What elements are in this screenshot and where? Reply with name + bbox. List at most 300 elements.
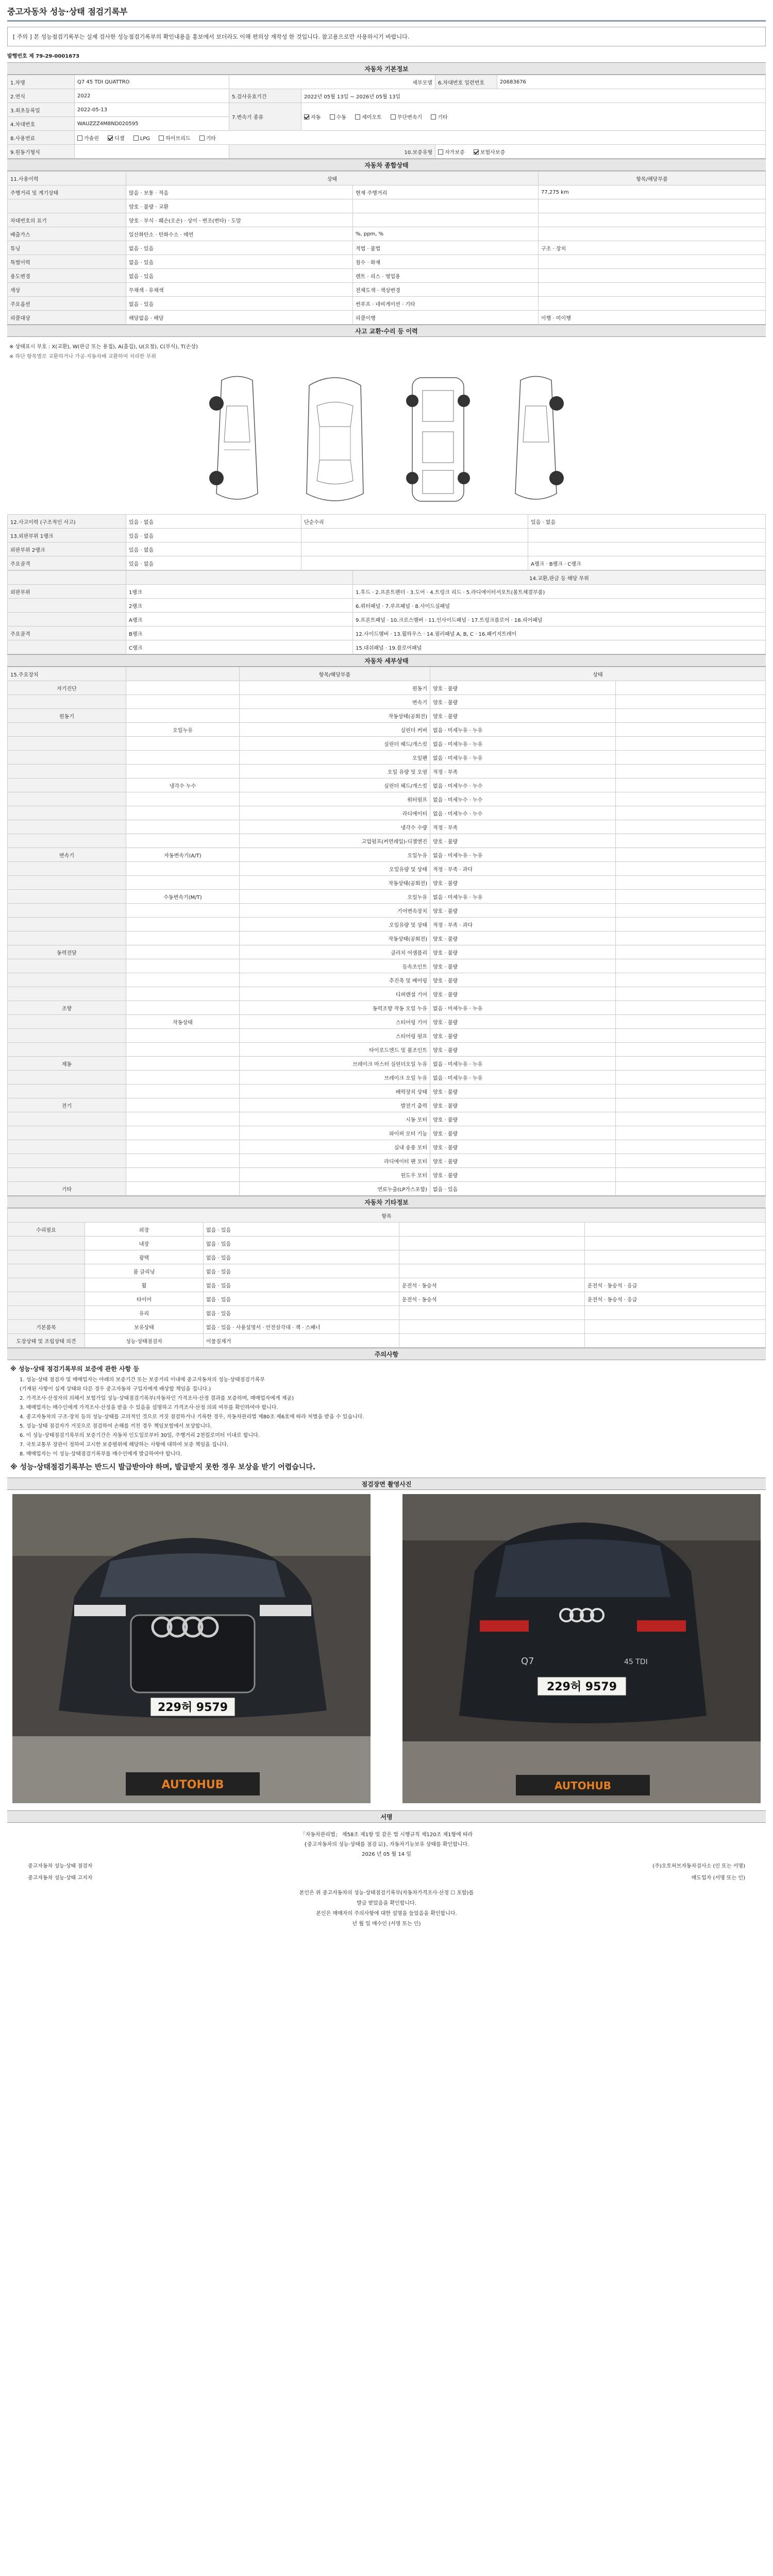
front-banner: AUTOHUB bbox=[161, 1778, 224, 1791]
detail-item: 디퍼렌셜 기어 bbox=[240, 987, 430, 1001]
status-options[interactable]: 없음 · 미세누수 · 누수 bbox=[430, 806, 616, 820]
document-number-label: 발행번호 bbox=[7, 54, 27, 59]
accident-value-2[interactable] bbox=[528, 543, 766, 556]
checkbox-icon bbox=[108, 135, 113, 141]
detail-subgroup bbox=[126, 681, 240, 695]
detail-item: 추진축 및 베어링 bbox=[240, 973, 430, 987]
detail-row bbox=[8, 1029, 766, 1043]
detail-subgroup: 자동변속기(A/T) bbox=[126, 848, 240, 862]
other-header-row bbox=[8, 1209, 766, 1223]
detail-item: 오일유량 및 상태 bbox=[240, 862, 430, 876]
summary-value bbox=[539, 227, 766, 241]
other-extra-1[interactable] bbox=[399, 1223, 585, 1236]
detail-subgroup bbox=[126, 1043, 240, 1057]
detail-subgroup bbox=[126, 931, 240, 945]
summary-extra: 적법 · 불법 bbox=[353, 241, 539, 255]
other-group bbox=[8, 1264, 85, 1278]
other-extra-1[interactable]: 운전석 · 동승석 bbox=[399, 1278, 585, 1292]
detail-group bbox=[8, 792, 126, 806]
detail-item: 타이로드엔드 및 볼조인트 bbox=[240, 1043, 430, 1057]
status-options[interactable]: 없음 · 있음 bbox=[204, 1306, 399, 1320]
summary-value bbox=[539, 297, 766, 311]
status-options[interactable]: 없음 · 있음 bbox=[204, 1264, 399, 1278]
buyer-signature-line: 년 월 일 매수인 (서명 또는 인) bbox=[352, 1921, 421, 1927]
summary-item-label bbox=[8, 199, 126, 213]
summary-item-label: 리콜대상 bbox=[8, 311, 126, 325]
status-options[interactable]: 무채색 · 유채색 bbox=[126, 283, 353, 297]
detail-subgroup bbox=[126, 973, 240, 987]
detail-item: 실내 송풍 모터 bbox=[240, 1140, 430, 1154]
buyer-confirm-3: 본인은 매매자의 주의사항에 대한 설명을 들었음을 확인합니다. bbox=[316, 1910, 457, 1917]
other-group bbox=[8, 1250, 85, 1264]
summary-header-row bbox=[8, 172, 766, 185]
accident-row bbox=[8, 529, 766, 543]
detail-group bbox=[8, 1029, 126, 1043]
sub-model-label: 세부모델 bbox=[229, 75, 435, 89]
accident-legend-note: ※ 하단 항목별로 교환하거나 가공·자동차배 교환하여 처리한 부위 bbox=[9, 354, 156, 360]
section-detail: 자동차 세부상태 bbox=[7, 654, 766, 667]
vin-label: 4.차대번호 bbox=[8, 117, 75, 131]
detail-row bbox=[8, 806, 766, 820]
detail-item: 원동기 bbox=[240, 681, 430, 695]
detail-group bbox=[8, 862, 126, 876]
serial-value: 20683676 bbox=[497, 75, 766, 89]
summary-header: 항목/해당부품 bbox=[539, 172, 766, 185]
fuel-option[interactable]: 하이브리드 bbox=[159, 134, 190, 142]
basic-row bbox=[8, 89, 766, 103]
status-options[interactable]: 양호 · 불량 bbox=[430, 1043, 616, 1057]
parts-row bbox=[8, 599, 766, 613]
status-options[interactable]: 양호 · 불량 bbox=[430, 1140, 616, 1154]
status-options[interactable]: 없음 · 미세누유 · 누유 bbox=[430, 751, 616, 765]
transmission-option[interactable]: 기타 bbox=[431, 113, 447, 121]
other-header: 항목 bbox=[8, 1209, 766, 1223]
status-options[interactable]: 없음 · 있음 bbox=[204, 1278, 399, 1292]
status-options[interactable]: 있음 · 없음 bbox=[126, 543, 301, 556]
status-options[interactable]: 없음 · 있음 bbox=[204, 1223, 399, 1236]
basic-row bbox=[8, 103, 766, 117]
document-number-value: 제 79-29-0001673 bbox=[29, 54, 80, 59]
detail-subgroup: 작동상태 bbox=[126, 1015, 240, 1029]
detail-item: 브레이크 오일 누유 bbox=[240, 1071, 430, 1084]
detail-row bbox=[8, 1168, 766, 1182]
detail-subgroup bbox=[126, 1084, 240, 1098]
summary-item-label: 주요옵션 bbox=[8, 297, 126, 311]
signature-block bbox=[7, 1823, 766, 1859]
transmission-option[interactable]: 자동 bbox=[304, 113, 321, 121]
status-options[interactable]: 없음 · 있음 bbox=[204, 1250, 399, 1264]
other-group: 도장상태 및 조립상태 의견 bbox=[8, 1334, 85, 1348]
status-options[interactable]: 양호 · 불량 bbox=[430, 973, 616, 987]
detail-row bbox=[8, 834, 766, 848]
detail-item: 오일누유 bbox=[240, 890, 430, 904]
summary-extra: 전체도색 · 색상변경 bbox=[353, 283, 539, 297]
detail-subgroup: 수동변속기(M/T) bbox=[126, 890, 240, 904]
detail-item: 라디에이터 팬 모터 bbox=[240, 1154, 430, 1168]
status-options[interactable]: 양호 · 부식 · 훼손(오손) · 상이 · 변조(변타) · 도말 bbox=[126, 213, 353, 227]
status-options[interactable]: 없음 · 미세누유 · 누유 bbox=[430, 723, 616, 737]
status-options[interactable]: 양호 · 불량 bbox=[430, 1126, 616, 1140]
summary-row bbox=[8, 297, 766, 311]
detail-row bbox=[8, 1071, 766, 1084]
detail-subgroup bbox=[126, 987, 240, 1001]
detail-subgroup bbox=[126, 1126, 240, 1140]
status-options[interactable]: 해당없음 · 해당 bbox=[126, 311, 353, 325]
status-options[interactable]: 적정 · 부족 bbox=[430, 820, 616, 834]
summary-value bbox=[539, 199, 766, 213]
accident-label-2 bbox=[301, 529, 528, 543]
detail-header: 항목/해당부품 bbox=[240, 667, 430, 681]
cautions-final: ※ 성능·상태점검기록부는 반드시 발급받아야 하며, 발급받지 못한 경우 보상을 받기 어렵습니다. bbox=[10, 1463, 316, 1472]
accident-label-2: 단순수리 bbox=[301, 515, 528, 529]
caution-item: 4. 중고자동차의 구조·장치 등의 성능·상태를 고의적인 것으로 거짓 점검하거나 기록한 경우, 자동차관리법 제80조 제6호에 따라 처벌을 받을 수 있습니다. bbox=[20, 1414, 364, 1420]
status-options[interactable]: 없음 · 있음 bbox=[204, 1236, 399, 1250]
fuel-option[interactable]: 디젤 bbox=[108, 134, 124, 142]
status-options[interactable]: 양호 · 불량 bbox=[430, 931, 616, 945]
other-group: 수리필요 bbox=[8, 1223, 85, 1236]
status-options[interactable]: 양호 · 불량 bbox=[430, 1112, 616, 1126]
other-item: 유리 bbox=[85, 1306, 204, 1320]
checkbox-icon bbox=[431, 114, 436, 120]
other-extra-2[interactable] bbox=[585, 1334, 766, 1348]
status-options[interactable]: 없음 · 미세누유 · 누유 bbox=[430, 1057, 616, 1071]
other-item: 타이어 bbox=[85, 1292, 204, 1306]
summary-value bbox=[539, 269, 766, 283]
other-extra-1[interactable]: 운전석 · 동승석 bbox=[399, 1292, 585, 1306]
detail-group bbox=[8, 1084, 126, 1098]
detail-item: 실린더 헤드/개스킷 bbox=[240, 778, 430, 792]
checkbox-icon bbox=[304, 114, 309, 120]
detail-subgroup bbox=[126, 820, 240, 834]
checkbox-icon bbox=[133, 135, 139, 141]
detail-group: 조향 bbox=[8, 1001, 126, 1015]
detail-group bbox=[8, 834, 126, 848]
status-options[interactable]: 양호 · 불량 bbox=[430, 959, 616, 973]
status-options[interactable]: 없음 · 미세누수 · 누수 bbox=[430, 778, 616, 792]
detail-subgroup bbox=[126, 959, 240, 973]
detail-subgroup bbox=[126, 1071, 240, 1084]
first-reg-label: 3.최초등록일 bbox=[8, 103, 75, 117]
status-options[interactable]: 있음 · 없음 bbox=[126, 515, 301, 529]
status-options[interactable]: 양호 · 불량 bbox=[430, 876, 616, 890]
detail-row bbox=[8, 1126, 766, 1140]
other-extra-2[interactable] bbox=[585, 1223, 766, 1236]
detail-subgroup bbox=[126, 1057, 240, 1071]
accident-label: 주요골격 bbox=[8, 556, 126, 570]
caution-item: 3. 매매업자는 매수인에게 가격조사·산정을 받을 수 있음을 설명하고 가격조사·산정 의뢰 여부를 확인하여야 합니다. bbox=[20, 1405, 278, 1411]
detail-subgroup bbox=[126, 737, 240, 751]
caution-item: 1. 성능·상태 점검자 및 매매업자는 아래의 보증기간 또는 보증거리 이내에 중고자동차의 성능·상태점검기록부 bbox=[20, 1377, 265, 1383]
first-reg-value: 2022-05-13 bbox=[75, 103, 229, 117]
detail-group bbox=[8, 1126, 126, 1140]
accident-value-2[interactable]: 있음 · 없음 bbox=[528, 515, 766, 529]
other-extra-2[interactable] bbox=[585, 1320, 766, 1334]
status-options[interactable]: 없음 · 미세누유 · 누유 bbox=[430, 1071, 616, 1084]
status-options[interactable]: 양호 · 불량 bbox=[430, 1098, 616, 1112]
section-basic-info: 자동차 기본정보 bbox=[7, 62, 766, 75]
accident-label-2 bbox=[301, 543, 528, 556]
status-options[interactable]: 없음 · 미세누유 · 누유 bbox=[430, 1001, 616, 1015]
status-options[interactable]: 일산화탄소 · 탄화수소 · 매연 bbox=[126, 227, 353, 241]
parts-items[interactable]: 12.사이드멤버 · 13.휠하우스 · 14.필러패널 A, B, C · 16.패키지트레이 bbox=[353, 626, 766, 640]
detail-group bbox=[8, 890, 126, 904]
transmission-option[interactable]: 수동 bbox=[330, 113, 346, 121]
other-extra-1[interactable] bbox=[399, 1320, 585, 1334]
summary-item-label: 주행거리 및 계기상태 bbox=[8, 185, 126, 199]
parts-rank: B랭크 bbox=[126, 626, 353, 640]
other-extra-1[interactable] bbox=[399, 1306, 585, 1320]
accident-value-2[interactable]: A랭크 · B랭크 · C랭크 bbox=[528, 556, 766, 570]
other-item: 휠 bbox=[85, 1278, 204, 1292]
summary-item-label: 차대번호의 표기 bbox=[8, 213, 126, 227]
accident-value-2[interactable] bbox=[528, 529, 766, 543]
detail-subgroup bbox=[126, 918, 240, 931]
summary-table bbox=[7, 171, 766, 325]
other-item: 내장 bbox=[85, 1236, 204, 1250]
status-options[interactable]: 양호 · 불량 bbox=[430, 1168, 616, 1182]
checkbox-icon bbox=[77, 135, 82, 141]
detail-row bbox=[8, 918, 766, 931]
summary-header: 상태 bbox=[126, 172, 539, 185]
notice-box: [ 주의 ] 본 성능점검기록부는 실제 검사한 성능점검기록부의 확인내용을 홍보에서 보더라도 이해 편의상 재작성 한 것입니다. 참고용으로만 사용하시기 바랍니다. bbox=[7, 27, 766, 46]
transmission-option[interactable]: 세미오토 bbox=[355, 113, 382, 121]
inspector-value: (주)오토허브자동차검사소 (인 또는 서명) bbox=[652, 1863, 745, 1869]
car-left-side-icon bbox=[201, 370, 273, 509]
parts-group-label bbox=[8, 613, 126, 626]
status-options[interactable]: 양호 · 불량 bbox=[430, 1084, 616, 1098]
other-extra-2[interactable] bbox=[585, 1250, 766, 1264]
status-options[interactable]: 양호 · 불량 · 교환 bbox=[126, 199, 353, 213]
basic-row bbox=[8, 75, 766, 89]
detail-subgroup bbox=[126, 876, 240, 890]
status-options[interactable]: 없음 · 있음 bbox=[126, 269, 353, 283]
status-options[interactable]: 없음 · 미세누유 · 누유 bbox=[430, 737, 616, 751]
summary-row bbox=[8, 227, 766, 241]
car-diagram bbox=[7, 365, 766, 514]
detail-row bbox=[8, 1084, 766, 1098]
status-options[interactable]: 양호 · 불량 bbox=[430, 1029, 616, 1043]
accident-row bbox=[8, 556, 766, 570]
checkbox-icon bbox=[391, 114, 396, 120]
other-extra-2[interactable]: 운전석 · 동승석 · 응급 bbox=[585, 1292, 766, 1306]
detail-subgroup bbox=[126, 834, 240, 848]
other-row bbox=[8, 1278, 766, 1292]
detail-group bbox=[8, 695, 126, 709]
detail-row bbox=[8, 1057, 766, 1071]
status-options[interactable]: 양호 · 불량 bbox=[430, 1015, 616, 1029]
parts-group-label bbox=[8, 599, 126, 613]
status-options[interactable]: 양호 · 불량 bbox=[430, 695, 616, 709]
fuel-options bbox=[75, 131, 766, 145]
detail-subgroup bbox=[126, 765, 240, 778]
summary-row bbox=[8, 185, 766, 199]
summary-row bbox=[8, 199, 766, 213]
parts-items[interactable]: 1.후드 · 2.프론트펜더 · 3.도어 · 4.트렁크 리드 · 5.라디에이터서포트(볼트체결부품) bbox=[353, 585, 766, 599]
status-options[interactable]: 양호 · 불량 bbox=[430, 945, 616, 959]
inspector-label: 중고자동차 성능·상태 점검자 bbox=[28, 1863, 93, 1869]
other-row bbox=[8, 1264, 766, 1278]
detail-row bbox=[8, 987, 766, 1001]
other-extra-2[interactable]: 운전석 · 동승석 · 응급 bbox=[585, 1278, 766, 1292]
other-extra-1[interactable] bbox=[399, 1236, 585, 1250]
fuel-option[interactable]: LPG bbox=[133, 135, 150, 142]
detail-group: 기타 bbox=[8, 1182, 126, 1196]
status-options[interactable]: 양호 · 불량 bbox=[430, 834, 616, 848]
other-group bbox=[8, 1306, 85, 1320]
other-group bbox=[8, 1292, 85, 1306]
checkbox-icon bbox=[159, 135, 164, 141]
status-options[interactable]: 양호 · 불량 bbox=[430, 709, 616, 723]
status-options[interactable]: 없음 · 있음 · 사용설명서 · 안전삼각대 · 잭 · 스패너 bbox=[204, 1320, 399, 1334]
summary-extra: 리콜이행 bbox=[353, 311, 539, 325]
other-item: 보유상태 bbox=[85, 1320, 204, 1334]
issuer-row bbox=[7, 1871, 766, 1883]
cautions-box bbox=[7, 1360, 766, 1478]
status-options[interactable]: 없음 · 미세누유 · 누유 bbox=[430, 848, 616, 862]
status-options[interactable]: 없음 · 미세누유 · 누유 bbox=[430, 890, 616, 904]
other-extra-1[interactable] bbox=[399, 1264, 585, 1278]
transmission-option[interactable]: 무단변속기 bbox=[391, 113, 422, 121]
summary-value: 구조 · 장치 bbox=[539, 241, 766, 255]
detail-row bbox=[8, 890, 766, 904]
status-options[interactable]: 없음 · 있음 bbox=[126, 255, 353, 269]
detail-item: 작동상태(공회전) bbox=[240, 876, 430, 890]
validity-value: 2022년 05월 13일 ~ 2026년 05월 13일 bbox=[301, 89, 766, 103]
detail-body bbox=[8, 681, 766, 1196]
detail-group: 전기 bbox=[8, 1098, 126, 1112]
status-options[interactable]: 적정 · 부족 bbox=[430, 765, 616, 778]
detail-group bbox=[8, 723, 126, 737]
detail-row bbox=[8, 765, 766, 778]
signature-text-1: 「자동차관리법」 제58조 제1항 및 같은 법 시행규칙 제120조 제1항에 따라 bbox=[300, 1832, 473, 1838]
issuer-label: 중고자동차 성능·상태 고지자 bbox=[28, 1875, 93, 1881]
detail-group bbox=[8, 1015, 126, 1029]
detail-subgroup bbox=[126, 751, 240, 765]
fuel-label: 8.사용연료 bbox=[8, 131, 75, 145]
parts-group-label: 주요골격 bbox=[8, 626, 126, 640]
cautions-list bbox=[10, 1376, 763, 1459]
accident-label: 외판부위 2랭크 bbox=[8, 543, 126, 556]
summary-value: 77,275 km bbox=[539, 185, 766, 199]
summary-item-label: 특별이력 bbox=[8, 255, 126, 269]
warranty-option[interactable]: 자가보증 bbox=[438, 148, 465, 156]
fuel-option[interactable]: 기타 bbox=[199, 134, 216, 142]
other-extra-2[interactable] bbox=[585, 1236, 766, 1250]
detail-row bbox=[8, 973, 766, 987]
status-options[interactable]: 있음 · 없음 bbox=[126, 556, 301, 570]
other-extra-2[interactable] bbox=[585, 1306, 766, 1320]
buyer-confirm-2: 발급 받았음을 확인합니다. bbox=[357, 1900, 416, 1906]
detail-item: 냉각수 수량 bbox=[240, 820, 430, 834]
detail-header: 15.주요장치 bbox=[8, 667, 126, 681]
detail-group: 변속기 bbox=[8, 848, 126, 862]
status-options[interactable]: 이물질제거 bbox=[204, 1334, 399, 1348]
checkbox-icon bbox=[438, 149, 443, 155]
basic-info-table bbox=[7, 75, 766, 159]
caution-item: 8. 매매업자는 이 성능·상태점검기록부를 매수인에게 발급하여야 합니다. bbox=[20, 1451, 182, 1458]
detail-item: 스티어링 펌프 bbox=[240, 1029, 430, 1043]
fuel-option[interactable]: 가솔린 bbox=[77, 134, 99, 142]
detail-item: 오일 유량 및 오염 bbox=[240, 765, 430, 778]
status-options[interactable]: 양호 · 불량 bbox=[430, 1154, 616, 1168]
detail-group: 자기진단 bbox=[8, 681, 126, 695]
detail-item: 배력장치 상태 bbox=[240, 1084, 430, 1098]
summary-row bbox=[8, 213, 766, 227]
detail-group bbox=[8, 904, 126, 918]
status-options[interactable]: 적정 · 부족 · 과다 bbox=[430, 862, 616, 876]
section-cautions: 주의사항 bbox=[7, 1348, 766, 1360]
front-photo bbox=[12, 1494, 371, 1803]
other-item: 룸 클리닝 bbox=[85, 1264, 204, 1278]
status-options[interactable]: 없음 · 미세누수 · 누수 bbox=[430, 792, 616, 806]
status-options[interactable]: 없음 · 있음 bbox=[430, 1182, 616, 1196]
summary-extra bbox=[353, 199, 539, 213]
car-right-side-icon bbox=[500, 370, 572, 509]
other-table bbox=[7, 1208, 766, 1348]
detail-item: 작동상태(공회전) bbox=[240, 931, 430, 945]
detail-group bbox=[8, 918, 126, 931]
rear-car-image bbox=[402, 1494, 761, 1803]
status-options[interactable]: 많음 · 보통 · 적음 bbox=[126, 185, 353, 199]
transmission-label: 7.변속기 종류 bbox=[229, 103, 301, 131]
other-row bbox=[8, 1292, 766, 1306]
status-options[interactable]: 없음 · 있음 bbox=[126, 241, 353, 255]
detail-row bbox=[8, 931, 766, 945]
parts-items[interactable]: 9.프론트패널 · 10.크로스멤버 · 11.인사이드패널 · 17.트렁크플로어 · 18.리어패널 bbox=[353, 613, 766, 626]
other-extra-1[interactable] bbox=[399, 1250, 585, 1264]
status-options[interactable]: 없음 · 있음 bbox=[204, 1292, 399, 1306]
parts-row bbox=[8, 626, 766, 640]
parts-rank: A랭크 bbox=[126, 613, 353, 626]
parts-items[interactable]: 6.쿼터패널 · 7.루프패널 · 8.사이드실패널 bbox=[353, 599, 766, 613]
accident-table bbox=[7, 514, 766, 570]
detail-item: 발전기 출력 bbox=[240, 1098, 430, 1112]
other-row bbox=[8, 1236, 766, 1250]
other-extra-1[interactable] bbox=[399, 1334, 585, 1348]
status-options[interactable]: 양호 · 불량 bbox=[430, 681, 616, 695]
detail-item: 변속기 bbox=[240, 695, 430, 709]
detail-group bbox=[8, 1112, 126, 1126]
section-signature: 서명 bbox=[7, 1810, 766, 1823]
summary-extra bbox=[353, 213, 539, 227]
status-options[interactable]: 양호 · 불량 bbox=[430, 987, 616, 1001]
caution-item: 5. 성능·상태 점검자가 거짓으로 점검하여 손해를 끼친 경우 책임보험에서 보상합니다. bbox=[20, 1423, 212, 1430]
signature-text-2: {중고자동차의 성능·상태를 점검 ☑}, 자동차기능보유 상태를 확인합니다. bbox=[304, 1841, 469, 1848]
validity-label: 5.검사유효기간 bbox=[229, 89, 301, 103]
summary-value: 이행 · 미이행 bbox=[539, 311, 766, 325]
other-extra-2[interactable] bbox=[585, 1264, 766, 1278]
accident-label-2 bbox=[301, 556, 528, 570]
detail-row bbox=[8, 695, 766, 709]
summary-value bbox=[539, 283, 766, 297]
status-options[interactable]: 있음 · 없음 bbox=[126, 529, 301, 543]
detail-group bbox=[8, 987, 126, 1001]
basic-row bbox=[8, 145, 766, 159]
other-row bbox=[8, 1306, 766, 1320]
warranty-option[interactable]: 보험사보증 bbox=[474, 148, 505, 156]
other-group bbox=[8, 1236, 85, 1250]
status-options[interactable]: 적정 · 부족 · 과다 bbox=[430, 918, 616, 931]
detail-row bbox=[8, 792, 766, 806]
detail-row bbox=[8, 1154, 766, 1168]
parts-items[interactable]: 15.대쉬패널 · 19.플로어패널 bbox=[353, 640, 766, 654]
summary-extra: 렌트 · 리스 · 영업용 bbox=[353, 269, 539, 283]
detail-group bbox=[8, 876, 126, 890]
summary-item-label: 용도변경 bbox=[8, 269, 126, 283]
status-options[interactable]: 양호 · 불량 bbox=[430, 904, 616, 918]
detail-item: 고압펌프(커먼레일)-디젤엔진 bbox=[240, 834, 430, 848]
status-options[interactable]: 없음 · 있음 bbox=[126, 297, 353, 311]
